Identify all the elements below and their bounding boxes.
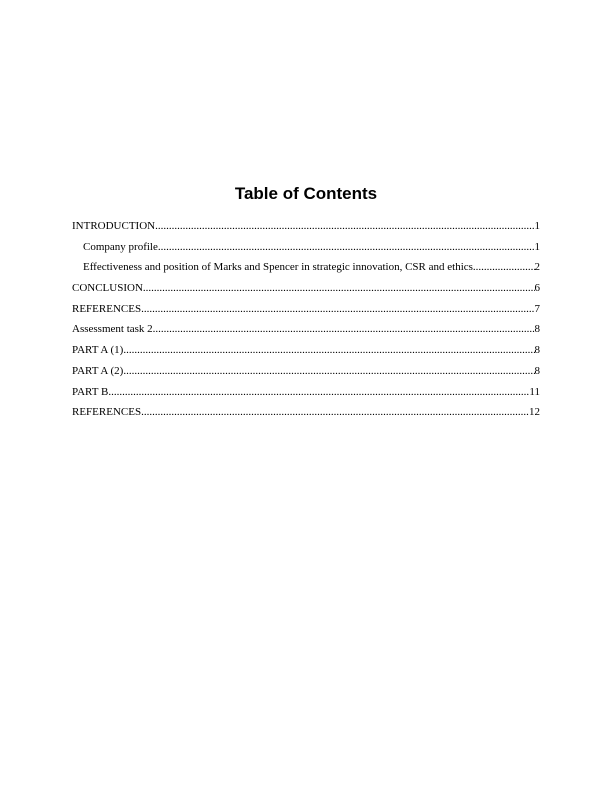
toc-dot-leader — [123, 343, 534, 357]
toc-dot-leader — [141, 405, 529, 419]
toc-entry-conclusion[interactable] — [72, 281, 540, 302]
toc-entry-label: PART B — [72, 385, 109, 398]
toc-dot-leader — [123, 364, 534, 378]
toc-entry-label: REFERENCES — [72, 302, 142, 315]
toc-page-number: 7 — [534, 302, 540, 315]
toc-entry-part-a-1[interactable] — [72, 343, 540, 364]
toc-entry-label: PART A (2) — [72, 364, 124, 377]
toc-item — [72, 364, 540, 385]
toc-entry-company-profile[interactable] — [72, 240, 540, 261]
toc-page-number: 2 — [534, 261, 540, 274]
toc-item — [72, 322, 540, 343]
toc-page-number: 11 — [529, 385, 540, 398]
toc-dot-leader — [141, 302, 534, 316]
toc-page-number: 6 — [534, 282, 540, 295]
toc-entry-label: Company profile — [83, 240, 158, 253]
toc-item — [72, 405, 540, 426]
toc-entry-label: PART A (1) — [72, 344, 124, 357]
toc-page-number: 12 — [529, 406, 540, 419]
toc-entry-assessment-task-2[interactable] — [72, 322, 540, 343]
toc-dot-leader — [108, 385, 529, 399]
toc-page-number: 8 — [534, 344, 540, 357]
toc-page-number: 8 — [534, 364, 540, 377]
toc-dot-leader — [143, 281, 535, 295]
toc-entry-references[interactable] — [72, 302, 540, 323]
toc-entry-label: Assessment task 2 — [72, 323, 153, 336]
toc-item — [72, 281, 540, 302]
toc-item — [72, 260, 540, 281]
toc-item — [72, 240, 540, 261]
toc-dot-leader — [158, 240, 535, 254]
toc-entry-effectiveness[interactable] — [72, 260, 540, 281]
toc-item — [72, 343, 540, 364]
toc-page-number: 1 — [534, 240, 540, 253]
toc-item — [72, 219, 540, 240]
table-of-contents — [72, 219, 540, 426]
toc-dot-leader — [473, 260, 535, 274]
toc-entry-label: CONCLUSION — [72, 282, 143, 295]
toc-page-number: 1 — [534, 220, 540, 232]
toc-item — [72, 302, 540, 323]
toc-page-number: 8 — [534, 323, 540, 336]
toc-entry-label: Effectiveness and position of Marks and Spencer in strategic innovation, CSR and ethics — [83, 261, 473, 274]
toc-dot-leader — [155, 219, 534, 233]
toc-entry-label: INTRODUCTION — [72, 220, 156, 232]
toc-title: Table of Contents — [234, 184, 378, 203]
toc-entry-references-2[interactable] — [72, 405, 540, 426]
toc-entry-part-b[interactable] — [72, 385, 540, 406]
toc-entry-introduction[interactable] — [72, 219, 540, 240]
toc-dot-leader — [153, 322, 535, 336]
toc-entry-label: REFERENCES — [72, 406, 142, 419]
toc-item — [72, 385, 540, 406]
toc-entry-part-a-2[interactable] — [72, 364, 540, 385]
